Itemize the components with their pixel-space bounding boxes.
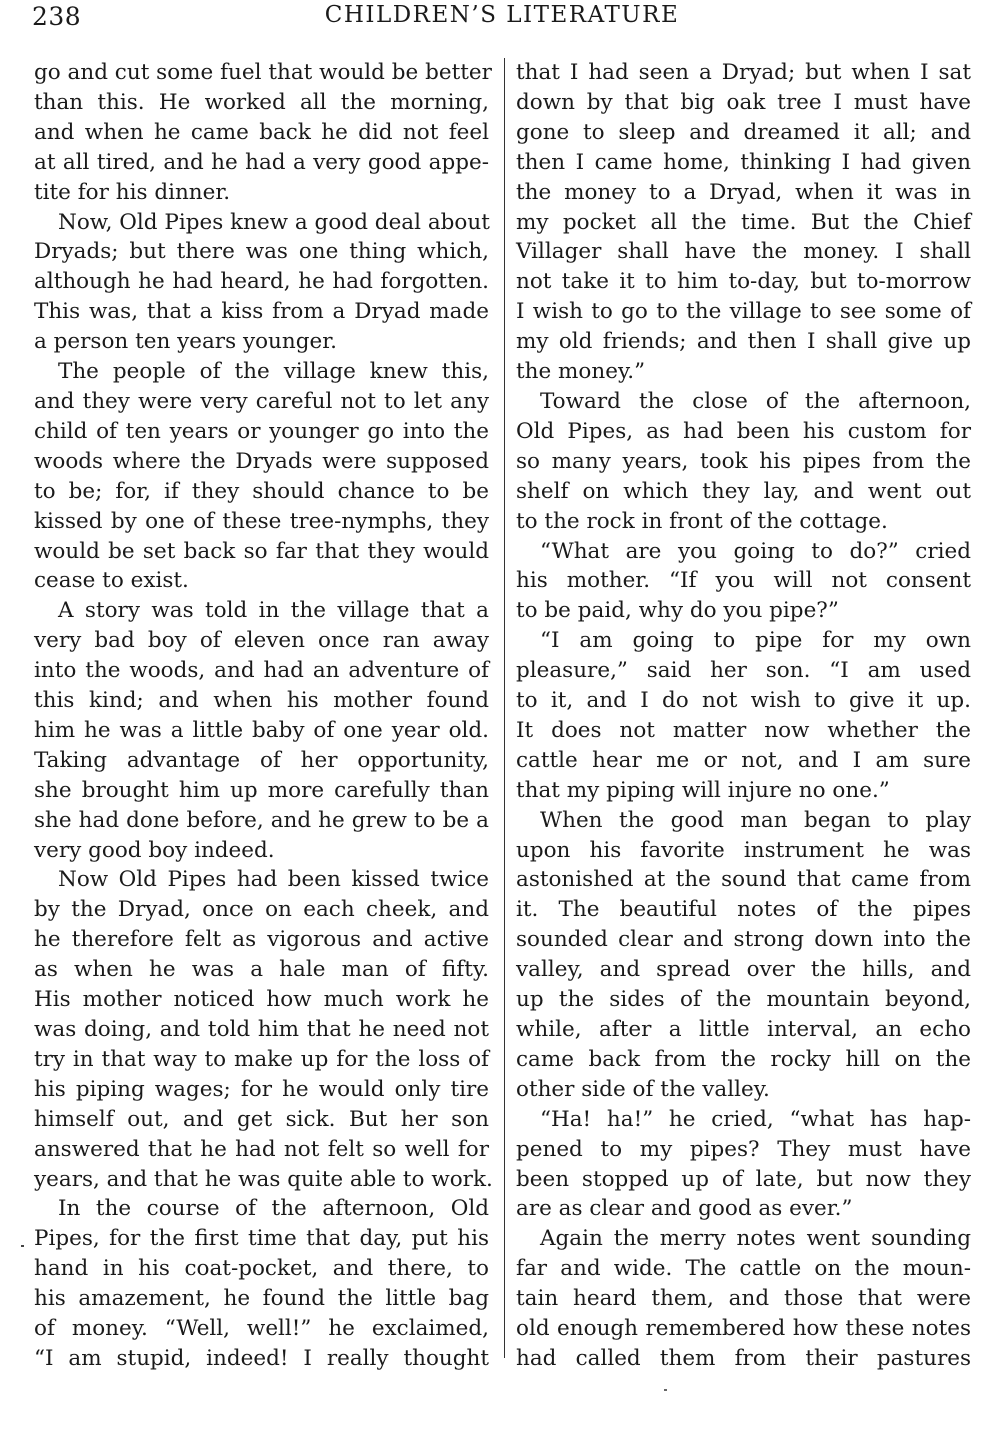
text-line: very bad boy of eleven once ran away: [34, 628, 489, 654]
text-line: “I am going to pipe for my own: [540, 628, 971, 654]
margin-mark: [21, 1245, 24, 1247]
text-line: Pipes, for the first time that day, put his: [34, 1226, 489, 1252]
text-line: This was, that a kiss from a Dryad made: [34, 299, 489, 325]
text-line: a person ten years younger.: [34, 329, 337, 355]
text-line: When the good man began to play: [540, 807, 971, 833]
text-line: the money.”: [516, 359, 646, 385]
text-line: tain heard them, and those that were: [516, 1286, 971, 1312]
text-line: my old friends; and then I shall give up: [516, 329, 971, 355]
text-line: It does not matter now whether the: [516, 717, 971, 743]
text-line: this kind; and when his mother found: [34, 688, 489, 714]
text-line: by the Dryad, once on each cheek, and: [34, 897, 489, 923]
text-line: gone to sleep and dreamed it all; and: [516, 119, 971, 145]
text-line: Dryads; but there was one thing which,: [34, 239, 489, 265]
text-line: Toward the close of the afternoon,: [540, 388, 971, 414]
text-line: hand in his coat-pocket, and there, to: [34, 1256, 489, 1282]
text-line: cease to exist.: [34, 568, 189, 594]
text-line: although he had heard, he had forgotten.: [34, 269, 489, 295]
text-line: “I am stupid, indeed! I really thought: [34, 1345, 489, 1371]
text-line: child of ten years or younger go into the: [34, 418, 489, 444]
text-line: years, and that he was quite able to work.: [34, 1166, 493, 1192]
text-line: came back from the rocky hill on the: [516, 1046, 971, 1072]
text-line: his amazement, he found the little bag: [34, 1286, 489, 1312]
text-line: tite for his dinner.: [34, 179, 231, 205]
text-line: the money to a Dryad, when it was in: [516, 179, 971, 205]
text-line: as when he was a hale man of fifty.: [34, 957, 489, 983]
text-line: been stopped up of late, but now they: [516, 1166, 971, 1192]
text-line: Taking advantage of her opportunity,: [34, 747, 489, 773]
text-line: “What are you going to do?” cried: [540, 538, 971, 564]
text-line: go and cut some fuel that would be better: [34, 60, 492, 85]
text-line: my pocket all the time. But the Chief: [516, 209, 971, 235]
text-line: that my piping will injure no one.”: [516, 777, 890, 803]
left-column: [34, 58, 493, 1374]
text-line: his mother. “If you will not consent: [516, 568, 971, 594]
text-line: Old Pipes, as had been his custom for: [516, 418, 971, 444]
text-line: valley, and spread over the hills, and: [516, 957, 971, 983]
text-line: shelf on which they lay, and went out: [516, 478, 971, 504]
text-line: I wish to go to the village to see some of: [516, 299, 971, 325]
text-line: his piping wages; for he would only tire: [34, 1076, 489, 1102]
text-line: kissed by one of these tree-nymphs, they: [34, 508, 489, 534]
text-line: The people of the village knew this,: [58, 359, 489, 385]
running-head: CHILDREN’S LITERATURE: [324, 2, 680, 28]
text-line: other side of the valley.: [516, 1076, 770, 1102]
text-line: are as clear and good as ever.”: [516, 1196, 853, 1222]
text-line: Now, Old Pipes knew a good deal about: [58, 209, 490, 235]
text-line: would be set back so far that they would: [34, 538, 489, 564]
page-header: [32, 2, 972, 36]
text-line: and when he came back he did not feel: [34, 119, 489, 145]
print-speck: [664, 1389, 667, 1391]
text-line: very good boy indeed.: [34, 837, 275, 863]
text-line: Now Old Pipes had been kissed twice: [58, 867, 489, 893]
text-line: that I had seen a Dryad; but when I sat: [516, 60, 971, 85]
text-line: In the course of the afternoon, Old: [58, 1196, 489, 1222]
text-line: he therefore felt as vigorous and active: [34, 927, 489, 953]
text-line: Villager shall have the money. I shall: [516, 239, 971, 265]
text-line: A story was told in the village that a: [58, 598, 489, 624]
text-line: to be paid, why do you pipe?”: [516, 598, 839, 624]
text-line: so many years, took his pipes from the: [516, 448, 971, 474]
text-line: of money. “Well, well!” he exclaimed,: [34, 1316, 489, 1342]
text-line: far and wide. The cattle on the moun-: [516, 1256, 971, 1282]
text-line: cattle hear me or not, and I am sure: [516, 747, 971, 773]
text-line: then I came home, thinking I had given: [516, 149, 971, 175]
text-line: to it, and I do not wish to give it up.: [516, 688, 971, 714]
text-line: than this. He worked all the morning,: [34, 89, 489, 115]
text-line: old enough remembered how these notes: [516, 1316, 971, 1342]
text-line: himself out, and get sick. But her son: [34, 1106, 489, 1132]
text-line: pleasure,” said her son. “I am used: [516, 658, 971, 684]
text-line: to be; for, if they should chance to be: [34, 478, 489, 504]
text-line: woods where the Dryads were supposed: [34, 448, 489, 474]
text-line: try in that way to make up for the loss of: [34, 1046, 489, 1072]
text-line: while, after a little interval, an echo: [516, 1017, 971, 1042]
text-line: sounded clear and strong down into the: [516, 927, 971, 953]
text-line: astonished at the sound that came from: [516, 867, 971, 893]
text-line: answered that he had not felt so well for: [34, 1136, 489, 1162]
text-line: had called them from their pastures: [516, 1345, 971, 1371]
text-line: was doing, and told him that he need not: [34, 1017, 489, 1042]
column-divider: [504, 58, 505, 1358]
text-line: she had done before, and he grew to be a: [34, 807, 489, 833]
text-line: it. The beautiful notes of the pipes: [516, 897, 971, 923]
text-line: to the rock in front of the cottage.: [516, 508, 888, 534]
right-column: [516, 58, 971, 1374]
text-line: not take it to him to-day, but to-morrow: [516, 269, 971, 295]
text-line: down by that big oak tree I must have: [516, 89, 971, 115]
text-line: and they were very careful not to let any: [34, 388, 489, 414]
text-line: Again the merry notes went sounding: [540, 1226, 971, 1252]
page-number: 238: [32, 2, 82, 31]
text-line: His mother noticed how much work he: [34, 987, 489, 1013]
text-line: pened to my pipes? They must have: [516, 1136, 971, 1162]
text-line: “Ha! ha!” he cried, “what has hap-: [540, 1106, 971, 1132]
text-line: she brought him up more carefully than: [34, 777, 489, 803]
text-line: him he was a little baby of one year old.: [34, 717, 489, 743]
text-line: upon his favorite instrument he was: [516, 837, 971, 863]
text-line: at all tired, and he had a very good appe-: [34, 149, 489, 175]
text-line: up the sides of the mountain beyond,: [516, 987, 971, 1013]
text-line: into the woods, and had an adventure of: [34, 658, 489, 684]
